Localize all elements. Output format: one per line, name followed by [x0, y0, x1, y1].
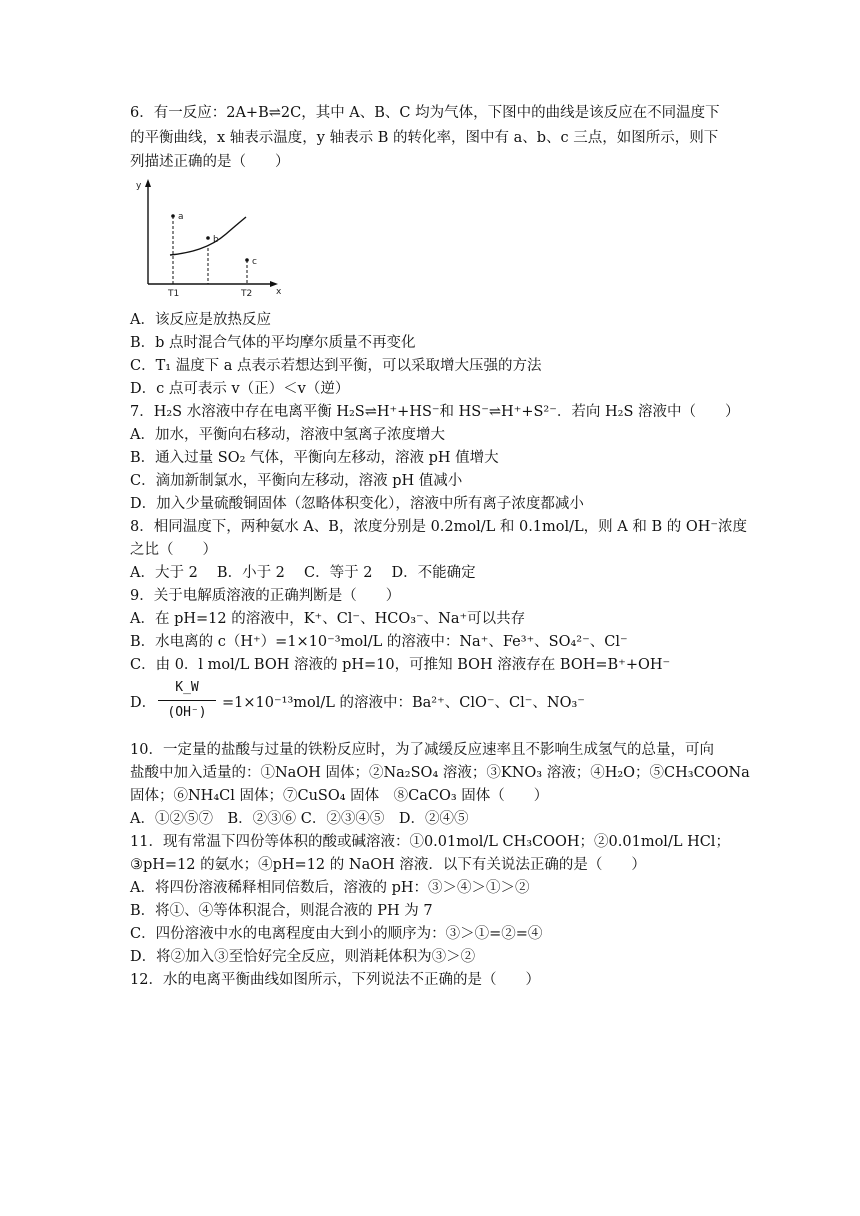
fraction-denominator: (OH⁻)	[167, 705, 207, 720]
q11-option-a: A．将四份溶液稀释相同倍数后，溶液的 pH：③＞④＞①＞②	[130, 880, 530, 896]
q9-option-d-fraction	[158, 680, 216, 724]
q11-stem-line-2: ③pH=12 的氨水；④pH=12 的 NaOH 溶液．以下有关说法正确的是（ ）	[130, 857, 646, 873]
q7-option-d: D．加入少量硫酸铜固体（忽略体积变化），溶液中所有离子浓度都减小	[130, 496, 584, 512]
point-b-label: b	[213, 235, 219, 245]
q11-stem-line-1: 11．现有常温下四份等体积的酸或碱溶液：①0.01mol/L CH₃COOH；②0.01mol/L HCl；	[130, 834, 730, 850]
q11-option-b: B．将①、④等体积混合，则混合液的 PH 为 7	[130, 903, 433, 919]
q7-option-c: C．滴加新制氯水，平衡向左移动，溶液 pH 值减小	[130, 473, 463, 489]
point-c-dot	[245, 258, 249, 262]
q6-option-c: C．T₁ 温度下 a 点表示若想达到平衡，可以采取增大压强的方法	[130, 358, 542, 374]
q9-option-d-label: D．	[130, 695, 157, 711]
t1-tick-label: T1	[168, 289, 180, 299]
point-a-label: a	[178, 212, 184, 222]
q11-option-c: C．四份溶液中水的电离程度由大到小的顺序为：③＞①=②=④	[130, 926, 543, 942]
q6-option-d: D．c 点可表示 v（正）＜v（逆）	[130, 381, 350, 397]
q6-stem-line-1: 6．有一反应：2A+B⇌2C，其中 A、B、C 均为气体，下图中的曲线是该反应在不同温度下	[130, 105, 720, 121]
q6-stem-line-2: 的平衡曲线，x 轴表示温度，y 轴表示 B 的转化率，图中有 a、b、c 三点，如图所示，则下	[130, 130, 719, 146]
q10-options: A．①②⑤⑦ B．②③⑥ C．②③④⑤ D．②④⑤	[130, 811, 469, 827]
point-b-dot	[206, 236, 210, 240]
q8-stem-line-2: 之比（ ）	[130, 542, 217, 558]
q7-option-a: A．加水，平衡向右移动，溶液中氢离子浓度增大	[130, 427, 445, 443]
q7-option-b: B．通入过量 SO₂ 气体，平衡向左移动，溶液 pH 值增大	[130, 450, 499, 466]
q8-stem-line-1: 8．相同温度下，两种氨水 A、B，浓度分别是 0.2mol/L 和 0.1mol/L，则 A 和 B 的 OH⁻浓度	[130, 519, 748, 535]
q9-option-d-text: =1×10⁻¹³mol/L 的溶液中：Ba²⁺、ClO⁻、Cl⁻、NO₃⁻	[222, 695, 585, 711]
point-a-dot	[171, 214, 175, 218]
fraction-bar	[158, 700, 216, 701]
q9-option-c: C．由 0．l mol/L BOH 溶液的 pH=10，可推知 BOH 溶液存在 BOH=B⁺+OH⁻	[130, 657, 671, 673]
q12-stem: 12．水的电离平衡曲线如图所示，下列说法不正确的是（ ）	[130, 972, 540, 988]
point-c-label: c	[252, 257, 257, 267]
q9-option-b: B．水电离的 c（H⁺）=1×10⁻³mol/L 的溶液中：Na⁺、Fe³⁺、SO₄²⁻、Cl⁻	[130, 634, 628, 650]
q6-option-b: B．b 点时混合气体的平均摩尔质量不再变化	[130, 335, 416, 351]
q9-stem: 9．关于电解质溶液的正确判断是（ ）	[130, 588, 401, 604]
q6-option-a: A．该反应是放热反应	[130, 312, 271, 328]
q8-options: A．大于 2 B．小于 2 C．等于 2 D．不能确定	[130, 565, 476, 581]
x-axis-label: x	[276, 287, 282, 297]
q10-stem-line-1: 10．一定量的盐酸与过量的铁粉反应时，为了减缓反应速率且不影响生成氢气的总量，可向	[130, 742, 714, 758]
y-axis-arrow-icon	[145, 179, 151, 187]
q6-stem-line-3: 列描述正确的是（ ）	[130, 154, 290, 170]
fraction-numerator: K_W	[175, 680, 199, 695]
q6-equilibrium-graph	[130, 176, 290, 300]
q9-option-a: A．在 pH=12 的溶液中，K⁺、Cl⁻、HCO₃⁻、Na⁺可以共存	[130, 611, 526, 627]
t2-tick-label: T2	[241, 289, 253, 299]
q10-stem-line-2: 盐酸中加入适量的：①NaOH 固体；②Na₂SO₄ 溶液；③KNO₃ 溶液；④H₂O；⑤CH₃COONa	[130, 765, 750, 781]
q11-option-d: D．将②加入③至恰好完全反应，则消耗体积为③＞②	[130, 949, 476, 965]
y-axis-label: y	[136, 181, 142, 191]
q7-stem: 7．H₂S 水溶液中存在电离平衡 H₂S⇌H⁺+HS⁻和 HS⁻⇌H⁺+S²⁻．若向 H₂S 溶液中（ ）	[130, 404, 740, 420]
q10-stem-line-3: 固体；⑥NH₄Cl 固体；⑦CuSO₄ 固体 ⑧CaCO₃ 固体（ ）	[130, 788, 549, 804]
